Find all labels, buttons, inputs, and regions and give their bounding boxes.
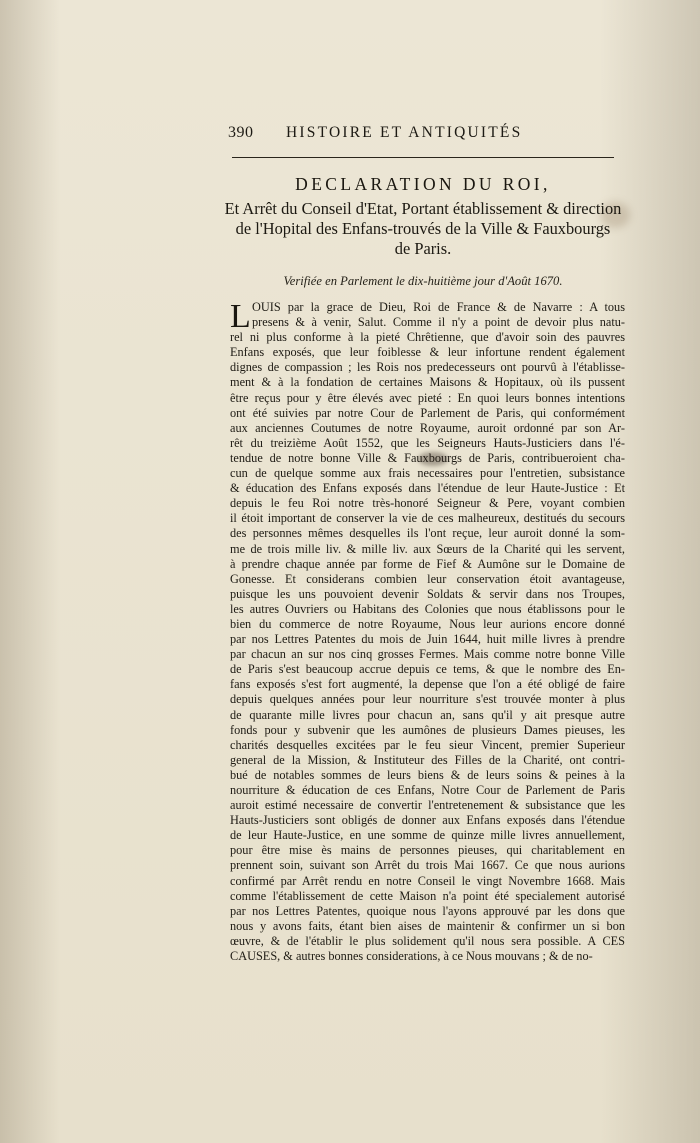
text-line: les autres Ouvriers ou Habitans des Colonies que nous établissons pour le xyxy=(230,601,625,616)
text-line: de quarante mille livres pour chacun an, sans qu'il y ait presque autre xyxy=(230,707,625,722)
text-line: aux anciennes Coutumes de notre Royaume, auroit ordonné par son Ar- xyxy=(230,420,625,435)
text-line: Hauts-Justiciers sont obligés de donner aux Enfans exposés dans l'étendue xyxy=(230,813,625,828)
text-line: cun de quelque somme aux frais necessaires pour l'entretien, subsistance xyxy=(230,466,625,481)
text-line: auroit estimé necessaire de convertir l'entretenement & subsistance que les xyxy=(230,798,625,813)
text-line: me de trois mille liv. & mille liv. aux Sœurs de la Charité qui les servent, xyxy=(230,541,625,556)
running-head: HISTOIRE ET ANTIQUITÉS xyxy=(286,124,523,141)
declaration-title: DECLARATION DU ROI, xyxy=(295,174,551,194)
text-line: rel ni plus conforme à la pieté Chrêtienne, que d'avoir soin des pauvres xyxy=(230,330,625,345)
verification-note: Verifiée en Parlement le dix-huitième jour d'Août 1670. xyxy=(283,274,563,288)
body-text xyxy=(230,300,625,964)
text-line: par chacun an sur nos cinq grosses Fermes. Mais comme notre bonne Ville xyxy=(230,647,625,662)
text-line: prennent soin, suivant son Arrêt du trois Mai 1667. Ce que nous aurions xyxy=(230,858,625,873)
text-line: Gonesse. Et considerans combien leur conservation étoit avantageuse, xyxy=(230,571,625,586)
text-line: par nos Lettres Patentes du mois de Juin 1644, huit mille livres à prendre xyxy=(230,632,625,647)
text-line: œuvre, & de l'établir le plus solidement qu'il nous sera possible. A CES xyxy=(230,933,625,948)
text-line: OUIS par la grace de Dieu, Roi de France & de Navarre : A tous xyxy=(252,300,625,314)
text-line: bué de notables sommes de leurs biens & de leurs soins & peines à la xyxy=(230,767,625,782)
text-line: comme l'établissement de cette Maison n'a point été specialement autorisé xyxy=(230,888,625,903)
subtitle-line: Et Arrêt du Conseil d'Etat, Portant établissement & direction xyxy=(224,199,622,218)
text-line: de Paris s'est beaucoup accrue depuis ce tems, & que le nombre des En- xyxy=(230,662,625,677)
subtitle xyxy=(223,199,623,259)
text-line: puisque les uns pouvoient devenir Soldats & servir dans nos Troupes, xyxy=(230,586,625,601)
text-line: nous y avons faits, étant bien aises de maintenir & confirmer un si bon xyxy=(230,918,625,933)
text-line: être reçus pour y être élevés avec pieté : En quoi leurs bonnes intentions xyxy=(230,390,625,405)
text-line: à prendre chaque année par forme de Fief & Aumône sur le Domaine de xyxy=(230,556,625,571)
text-line: ont été suivies par notre Cour de Parlement de Paris, qui conformément xyxy=(230,405,625,420)
text-line: CAUSES, & autres bonnes considerations, à ce Nous mouvans ; & de no- xyxy=(230,949,593,964)
text-line: il étoit important de conserver la vie de ces malheureux, destitués du secours xyxy=(230,511,625,526)
text-line: presens & à venir, Salut. Comme il n'y a point de devoir plus natu- xyxy=(252,315,625,330)
text-line: depuis quelques années pour leur nourriture s'est trouvée monter à plus xyxy=(230,692,625,707)
text-line: charités desquelles excitées par le feu sieur Vincent, premier Superieur xyxy=(230,737,625,752)
text-line: de leur Haute-Justice, en une somme de quinze mille livres annuellement, xyxy=(230,828,625,843)
text-line: par nos Lettres Patentes, quoique nous l'ayons approuvé par les dons que xyxy=(230,903,625,918)
text-line: ment & à la fondation de certaines Maisons & Hopitaux, où ils pussent xyxy=(230,375,625,390)
text-line: fonds pour y subvenir que les aumônes de plusieurs Dames pieuses, les xyxy=(230,722,625,737)
header-rule xyxy=(232,157,614,158)
text-line: nourriture & éducation de ces Enfans, Notre Cour de Parlement de Paris xyxy=(230,783,625,797)
text-line: dignes de compassion ; les Rois nos predecesseurs ont pourvû à l'établisse- xyxy=(230,360,625,375)
drop-cap: L xyxy=(230,298,251,335)
text-line: rêt du treizième Août 1552, que les Seigneurs Hauts-Justiciers dans l'é- xyxy=(230,435,625,450)
text-line: depuis le feu Roi notre très-honoré Seigneur & Pere, voyant combien xyxy=(230,496,625,511)
text-line: confirmé par Arrêt rendu en notre Conseil le vingt Novembre 1668. Mais xyxy=(230,873,625,888)
text-line: bien du commerce de notre Royaume, Nous leur aurions encore donné xyxy=(230,616,625,631)
ink-smudge xyxy=(418,452,448,466)
text-line: & éducation des Enfans exposés dans l'étendue de leur Haute-Justice : Et xyxy=(230,481,625,496)
text-line: tendue de notre bonne Ville & Fauxbourgs de Paris, contribueroient cha- xyxy=(230,450,625,465)
text-line: fans exposés s'est fort augmenté, la depense que l'on a été obligé de faire xyxy=(230,677,625,692)
text-line: general de la Mission, & Instituteur des Filles de la Charité, ont contri- xyxy=(230,752,625,767)
page-number: 390 xyxy=(228,124,254,141)
subtitle-line: de l'Hopital des Enfans-trouvés de la Ville & Fauxbourgs xyxy=(235,219,611,238)
text-line: pour être mise ès mains de personnes pieuses, qui charitablement en xyxy=(230,843,625,858)
subtitle-line: de Paris. xyxy=(394,239,452,258)
text-line: Enfans exposés, que leur foiblesse & leur infortune rendent également xyxy=(230,345,625,360)
text-line: des personnes mêmes desquelles ils l'ont reçue, leur auroit donné la som- xyxy=(230,526,625,541)
